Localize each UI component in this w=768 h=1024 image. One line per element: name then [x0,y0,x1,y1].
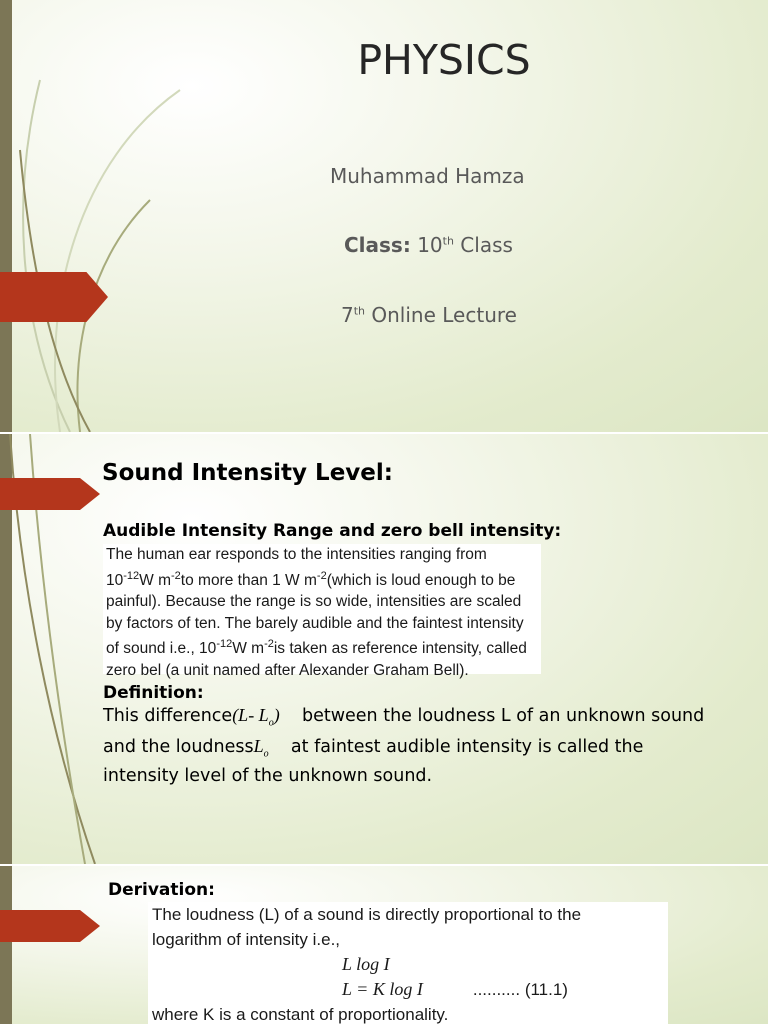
excerpt-line: by factors of ten. The barely audible and the faintest intensity [106,614,524,632]
class-num: 10 [417,233,443,257]
derivation-heading: Derivation: [108,880,215,900]
excerpt-line: logarithm of intensity i.e., [152,930,341,949]
equation-line: L = K log I .......... (11.1) [342,979,568,999]
accent-arrow [0,272,108,322]
accent-arrow [0,910,100,942]
lecture-sup: th [353,304,366,318]
derivation-excerpt [148,902,668,1024]
derivation-slide [0,866,768,1024]
excerpt-line: The human ear responds to the intensities ranging from [106,546,487,563]
title-slide [0,0,768,432]
excerpt-line: where K is a constant of proportionality. [152,1005,449,1024]
excerpt-line: of sound i.e., $10^{-12}W$ $m^{-2}is$ taken as reference intensity, called [106,638,527,658]
section-heading: Sound Intensity Level: [102,460,393,486]
intensity-slide [0,434,768,864]
lecture-num: 7 [341,303,354,327]
definition-label: Definition: [103,683,204,703]
author-name: Muhammad Hamza [330,164,525,188]
excerpt-line: $10^{-12}W$ $m^{-2}to$ more than 1 W $m^{-2}(which$ is loud enough to be [106,569,516,589]
sub-heading: Audible Intensity Range and zero bell intensity: [103,521,562,541]
lecture-suffix: Online Lecture [365,303,517,327]
definition-text: This difference(L- $L_o$) between the loudness L of an unknown sound and the loudnessL$_o$ at faintest audible intensity is called the intensity level of the unknown sound. [103,705,705,787]
equation: (L- $L_o$) [232,705,280,729]
page-title: PHYSICS [357,36,531,84]
excerpt-line: zero bel (a unit named after Alexander Graham Bell). [106,661,469,679]
equation-line: L log I [342,954,390,974]
excerpt-line: painful). Because the range is so wide, intensities are scaled [106,593,522,611]
class-label: Class: [344,233,411,257]
left-bar [0,866,12,1024]
class-line [344,233,513,257]
excerpt-line: The loudness (L) of a sound is directly proportional to the [152,905,582,924]
lecture-line [341,303,517,327]
class-suffix: Class [453,233,513,257]
accent-arrow [0,478,100,510]
class-sup: th [442,234,454,248]
equation: $L_o$ [253,735,269,760]
textbook-excerpt [103,544,541,679]
